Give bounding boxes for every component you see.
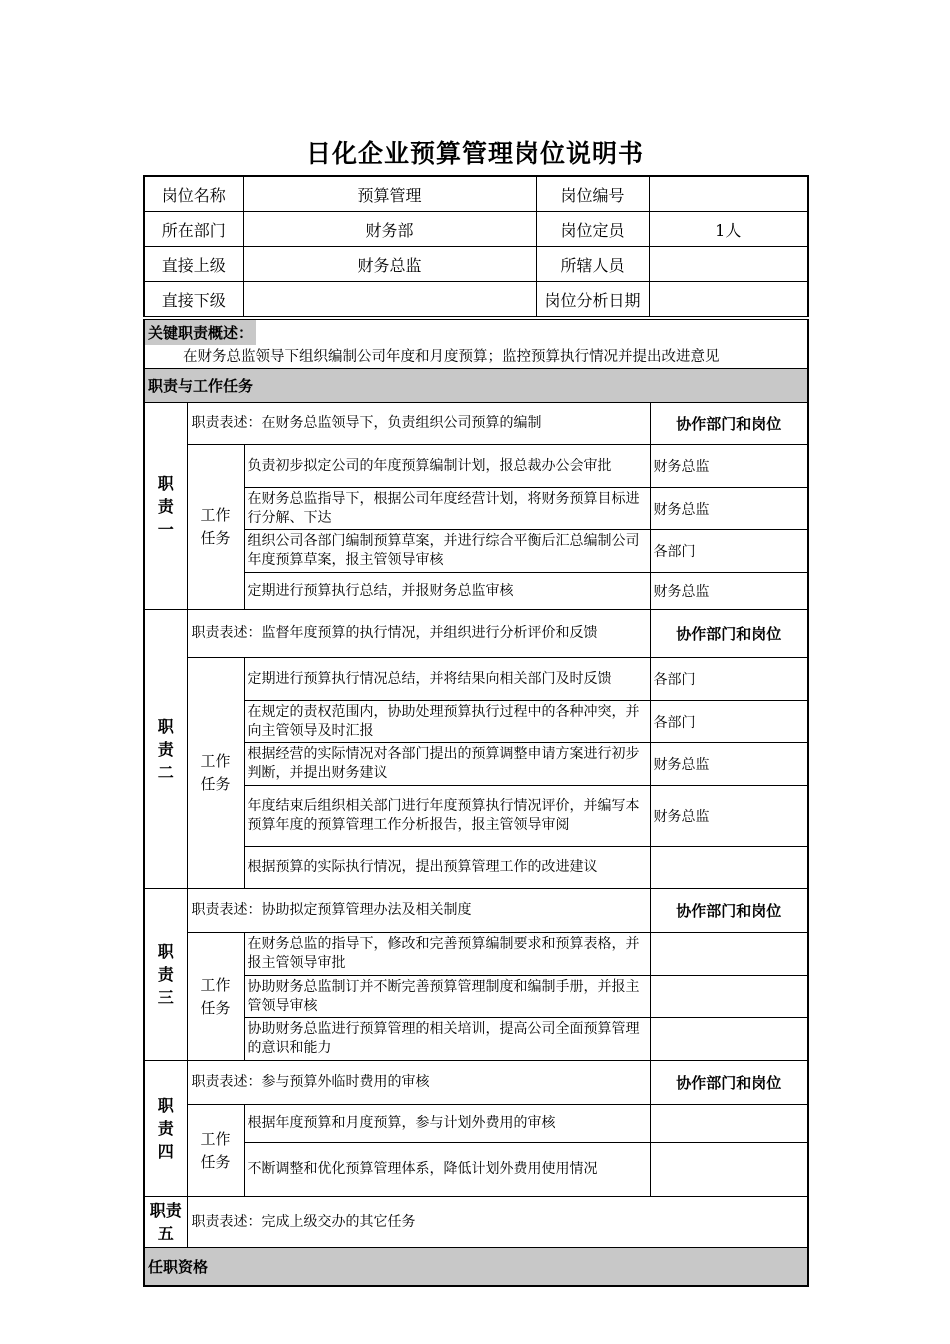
task-text: 协助财务总监制订并不断完善预算管理制度和编制手册，并报主管领导审核 <box>244 976 650 1018</box>
value-direct-subordinate <box>243 282 536 317</box>
duty-four-label: 职 责 四 <box>144 1061 187 1197</box>
duty-three-coop-header: 协作部门和岗位 <box>650 889 808 933</box>
duty-two-work-label: 工作 任务 <box>187 658 244 889</box>
task-coop <box>650 1105 808 1143</box>
task-coop <box>650 1143 808 1197</box>
duty-one-label: 职 责 一 <box>144 403 187 610</box>
duty-five-description: 职责表述：完成上级交办的其它任务 <box>187 1197 808 1248</box>
duty-two-label: 职 责 二 <box>144 610 187 889</box>
task-text: 负责初步拟定公司的年度预算编制计划，报总裁办公会审批 <box>244 445 650 488</box>
label-position-code: 岗位编号 <box>536 176 649 212</box>
task-coop <box>650 976 808 1018</box>
task-coop <box>650 1018 808 1061</box>
value-subordinates <box>649 247 808 282</box>
label-position-name: 岗位名称 <box>144 176 243 212</box>
task-coop: 各部门 <box>650 658 808 701</box>
duty-three-label: 职 责 三 <box>144 889 187 1061</box>
task-coop: 财务总监 <box>650 488 808 530</box>
summary-text: 在财务总监领导下组织编制公司年度和月度预算；监控预算执行情况并提出改进意见 <box>183 349 720 365</box>
duty-five-label: 职责 五 <box>144 1197 187 1248</box>
summary-heading: 关键职责概述： <box>145 320 256 345</box>
label-direct-subordinate: 直接下级 <box>144 282 243 317</box>
value-position-name: 预算管理 <box>243 176 536 212</box>
task-coop <box>650 933 808 976</box>
task-coop: 各部门 <box>650 701 808 743</box>
qualifications-heading: 任职资格 <box>144 1248 808 1287</box>
duty-one-work-label: 工作 任务 <box>187 445 244 610</box>
task-coop <box>650 847 808 889</box>
label-department: 所在部门 <box>144 212 243 247</box>
task-text: 年度结束后组织相关部门进行年度预算执行情况评价，并编写本预算年度的预算管理工作分析报告，报主管领导审阅 <box>244 786 650 847</box>
task-text: 根据预算的实际执行情况，提出预算管理工作的改进建议 <box>244 847 650 889</box>
duty-one-coop-header: 协作部门和岗位 <box>650 403 808 445</box>
key-duties-summary <box>144 320 808 369</box>
duty-three-description: 职责表述：协助拟定预算管理办法及相关制度 <box>187 889 650 933</box>
value-analysis-date <box>649 282 808 317</box>
task-text: 根据年度预算和月度预算，参与计划外费用的审核 <box>244 1105 650 1143</box>
value-direct-superior: 财务总监 <box>243 247 536 282</box>
duties-table <box>143 319 809 1287</box>
duty-two-description: 职责表述：监督年度预算的执行情况，并组织进行分析评价和反馈 <box>187 610 650 658</box>
page-title: 日化企业预算管理岗位说明书 <box>305 139 644 168</box>
task-text: 不断调整和优化预算管理体系，降低计划外费用使用情况 <box>244 1143 650 1197</box>
task-text: 组织公司各部门编制预算草案，并进行综合平衡后汇总编制公司年度预算草案，报主管领导审核 <box>244 530 650 573</box>
duty-four-coop-header: 协作部门和岗位 <box>650 1061 808 1105</box>
task-text: 在财务总监指导下，根据公司年度经营计划，将财务预算目标进行分解、下达 <box>244 488 650 530</box>
task-coop: 财务总监 <box>650 743 808 786</box>
task-text: 在规定的责权范围内，协助处理预算执行过程中的各种冲突，并向主管领导及时汇报 <box>244 701 650 743</box>
task-text: 协助财务总监进行预算管理的相关培训，提高公司全面预算管理的意识和能力 <box>244 1018 650 1061</box>
duties-heading: 职责与工作任务 <box>144 369 808 403</box>
task-text: 定期进行预算执行总结，并报财务总监审核 <box>244 573 650 610</box>
label-direct-superior: 直接上级 <box>144 247 243 282</box>
basic-info-table <box>143 175 809 317</box>
duty-one-description: 职责表述：在财务总监领导下，负责组织公司预算的编制 <box>187 403 650 445</box>
task-coop: 财务总监 <box>650 786 808 847</box>
task-coop: 财务总监 <box>650 573 808 610</box>
task-text: 根据经营的实际情况对各部门提出的预算调整申请方案进行初步判断，并提出财务建议 <box>244 743 650 786</box>
duty-two-coop-header: 协作部门和岗位 <box>650 610 808 658</box>
value-headcount: 1人 <box>649 212 808 247</box>
task-text: 定期进行预算执行情况总结，并将结果向相关部门及时反馈 <box>244 658 650 701</box>
value-department: 财务部 <box>243 212 536 247</box>
duty-four-description: 职责表述：参与预算外临时费用的审核 <box>187 1061 650 1105</box>
task-text: 在财务总监的指导下，修改和完善预算编制要求和预算表格，并报主管领导审批 <box>244 933 650 976</box>
task-coop: 财务总监 <box>650 445 808 488</box>
value-position-code <box>649 176 808 212</box>
duty-three-work-label: 工作 任务 <box>187 933 244 1061</box>
label-subordinates: 所辖人员 <box>536 247 649 282</box>
task-coop: 各部门 <box>650 530 808 573</box>
label-headcount: 岗位定员 <box>536 212 649 247</box>
label-analysis-date: 岗位分析日期 <box>536 282 649 317</box>
duty-four-work-label: 工作 任务 <box>187 1105 244 1197</box>
